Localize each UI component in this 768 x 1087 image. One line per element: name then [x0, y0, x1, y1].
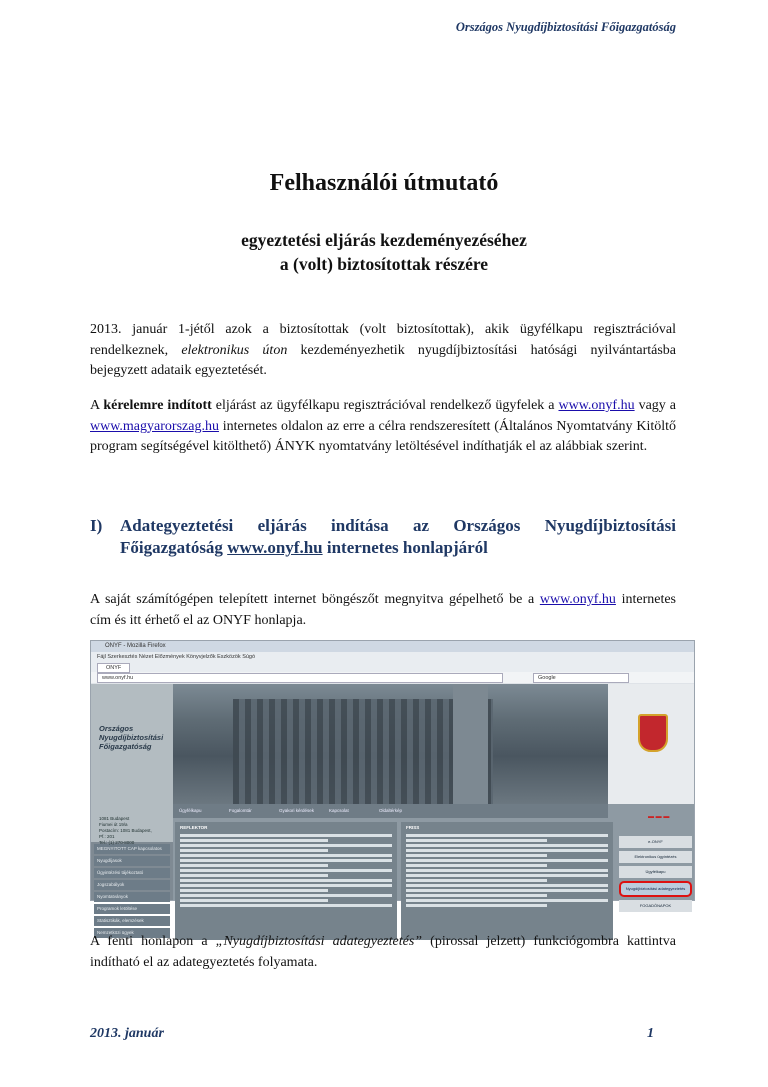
p4-italic: „Nyugdíjbiztosítási adategyeztetés”	[215, 934, 423, 949]
procedure-paragraph	[90, 396, 676, 458]
p1-text-b: kezdeményezhetik nyugdíjbiztosítási hatósági nyilvántartásba bejegyzett adataik egyeztetését.	[90, 342, 677, 378]
coat-of-arms-icon	[638, 714, 668, 752]
browser-titlebar: ONYF - Mozilla Firefox	[91, 641, 694, 652]
section-heading-text-a: Adategyeztetési eljárás indítása az Országos Nyugdíjbiztosítási Főigazgatóság	[120, 516, 676, 557]
p2-text-a: A	[90, 398, 104, 413]
p4-text-b: (pirossal jelzett) funkciógombra kattintva indítható el az adategyeztetés folyamata.	[90, 934, 677, 970]
browser-url: www.onyf.hu	[97, 673, 503, 683]
onyf-link[interactable]: www.onyf.hu	[558, 398, 635, 413]
p2-text-d: internetes oldalon az erre a célra rendszeresített (Általános Nyomtatvány Kitöltő program segítségével kitölthető) ÁNYK nyomtatvány letöltésével indíthatják el az alábbiak szerint.	[90, 418, 676, 454]
browser-tab: ONYF	[97, 663, 130, 673]
browser-paragraph	[90, 590, 676, 631]
page-number: 1	[647, 1026, 654, 1041]
left-nav-item: Jogszabályok	[94, 880, 170, 890]
closing-paragraph	[90, 932, 676, 973]
subtitle-line-2: a (volt) biztosítottak részére	[279, 254, 489, 274]
site-left-nav	[94, 844, 170, 938]
section-heading-1	[90, 515, 676, 559]
e-onyf-button: e-ONYF	[619, 836, 692, 848]
reflektor-heading: REFLEKTOR	[180, 825, 208, 830]
intro-paragraph	[90, 320, 676, 382]
friss-panel	[401, 822, 613, 940]
p4-text-a: A fenti honlapon a	[90, 934, 216, 949]
onyf-website-screenshot	[90, 640, 695, 935]
p1-text-a: 2013. január 1-jétől azok a biztosítottak (volt biztosítottak), akik ügyfélkapu regisztrációval rendelkeznek,	[90, 322, 676, 358]
fogadonapok-button: FOGADÓNAPOK	[619, 900, 692, 912]
subtitle-line-1: egyeztetési eljárás kezdeményezéséhez	[241, 230, 527, 250]
document-subtitle	[0, 228, 768, 276]
left-nav-item: Statisztikák, elemzések	[94, 916, 170, 926]
addr-line-1: 1081 Budapest	[99, 816, 130, 821]
left-nav-item: Ügyintézési tájékoztató	[94, 868, 170, 878]
section-number: I)	[90, 516, 103, 535]
p1-italic: elektronikus úton	[181, 342, 288, 358]
browser-menubar: Fájl Szerkesztés Nézet Előzmények Könyvjelzők Eszközök Súgó	[91, 652, 694, 662]
section-onyf-link[interactable]: www.onyf.hu	[227, 538, 323, 557]
addr-line-2: Fiumei út 19/a	[99, 822, 128, 827]
p2-text-b: eljárást az ügyfélkapu regisztrációval rendelkező ügyfelek a	[211, 398, 559, 413]
addr-line-4: Pf.: 201	[99, 834, 115, 839]
ugyfelkapu-button: Ügyfélkapu	[619, 866, 692, 878]
p3-text-a: A saját számítógépen telepített internet böngészőt megnyitva gépelhető be a	[90, 592, 540, 607]
p2-bold: kérelemre indított	[103, 398, 212, 413]
site-left-column	[91, 684, 173, 935]
p3-onyf-link[interactable]: www.onyf.hu	[539, 592, 616, 607]
left-nav-item: Programok letöltése	[94, 904, 170, 914]
site-logo: Országos Nyugdíjbiztosítási Főigazgatóság	[91, 684, 173, 812]
top-nav-item: Oldaltérkép	[379, 808, 403, 813]
left-nav-item: MEGNYITOTT CAP kapcsolatos	[94, 844, 170, 854]
top-nav-item: Ügyfélkapu	[179, 808, 202, 813]
document-title: Felhasználói útmutató	[269, 170, 499, 196]
magyarorszag-link[interactable]: www.magyarorszag.hu	[90, 418, 219, 434]
footer-date: 2013. január	[90, 1026, 164, 1041]
site-body	[91, 684, 694, 935]
building-photo	[173, 684, 608, 804]
language-flags-icon: ▬ ▬ ▬	[648, 814, 670, 820]
elektronikus-ugyintezes-button: Elektronikus ügyintézés	[619, 851, 692, 863]
top-nav-item: Kapcsolat	[329, 808, 349, 813]
page-footer	[90, 1026, 676, 1042]
friss-heading: FRISS	[406, 825, 420, 830]
p2-text-c: vagy a	[634, 398, 676, 413]
left-nav-item: Nyomtatványok	[94, 892, 170, 902]
site-right-buttons	[619, 836, 692, 915]
site-address	[91, 812, 173, 845]
p3-text-b: internetes cím és itt érhető el az ONYF honlapja.	[90, 592, 677, 628]
browser-search: Google	[533, 673, 629, 683]
reflektor-panel	[175, 822, 397, 940]
running-header: Országos Nyugdíjbiztosítási Főigazgatóság	[455, 20, 676, 34]
site-top-nav	[173, 804, 608, 818]
building-tower	[453, 684, 488, 804]
coat-of-arms-panel	[608, 684, 694, 820]
section-heading-text-b: internetes honlapjáról	[322, 538, 488, 557]
left-nav-item: Nemzetközi ügyek	[94, 928, 170, 938]
addr-line-3: Postacím: 1081 Budapest,	[99, 828, 152, 833]
addr-line-5: Tel.: (1) 270-8000	[99, 840, 135, 845]
top-nav-item: Gyakori kérdések	[279, 808, 315, 813]
top-nav-item: Fogalomtár	[229, 808, 252, 813]
left-nav-item: Nyugdíjasok	[94, 856, 170, 866]
adategyeztetes-button-highlighted: Nyugdíjbiztosítási adategyeztetés	[619, 881, 692, 897]
